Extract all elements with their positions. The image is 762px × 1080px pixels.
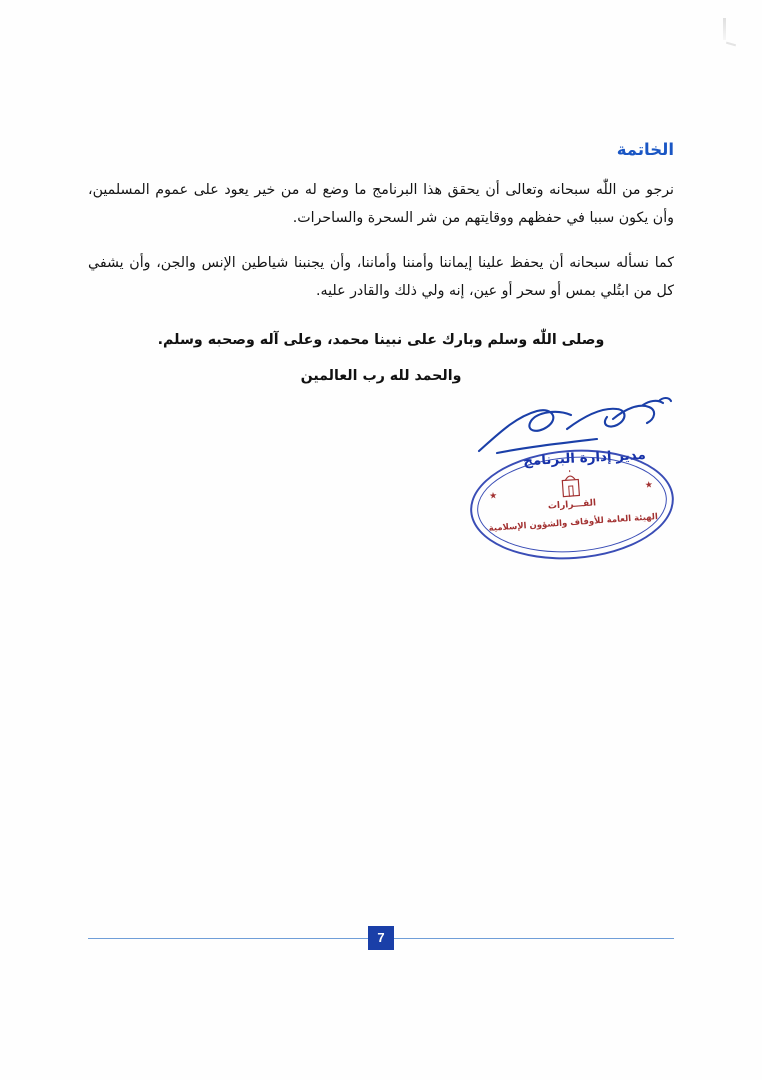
stamp-stars [471,479,671,503]
scan-artifact-secondary-icon [726,42,736,47]
scan-artifact-icon [723,18,726,40]
signature-caption: مدير إدارة البرنامج [522,446,647,470]
page-content [88,140,674,384]
star-icon-left: ★ [644,480,654,491]
star-icon-right: ★ [488,491,498,502]
stamp-middle-text: القـــرارات [547,498,597,512]
signature-block [432,395,692,585]
closing-line-1: وصلى اللّٰه وسلم وبارك على نبينا محمد، وعلى آله وصحبه وسلم. [157,331,605,348]
stamp-inner [469,445,676,564]
body-paragraph-1: نرجو من اللّٰه سبحانه وتعالى أن يحقق هذا البرنامج ما وضع له من خير يعود على عموم المسلمين، وأن يكون سببا في حفظهم ووقايتهم من شر السحرة والساحرات. [88,182,674,226]
section-title: الخاتمة [616,140,674,159]
stamp-bottom-text: الهيئة العامة للأوقاف والشؤون الإسلامية [488,512,659,534]
body-paragraph-2: كما نسأله سبحانه أن يحفظ علينا إيماننا وأمننا وأماننا، وأن يجنبنا شياطين الإنس والجن، وأن يشفي كل من ابتُلي بمس أو سحر أو عين، إنه ولي ذلك والقادر عليه. [88,255,674,300]
mosque-icon [559,469,583,500]
closing-line-2: والحمد لله رب العالمين [300,367,462,384]
page-number-badge: 7 [368,926,394,950]
official-stamp [466,443,677,566]
page-footer [0,926,762,952]
